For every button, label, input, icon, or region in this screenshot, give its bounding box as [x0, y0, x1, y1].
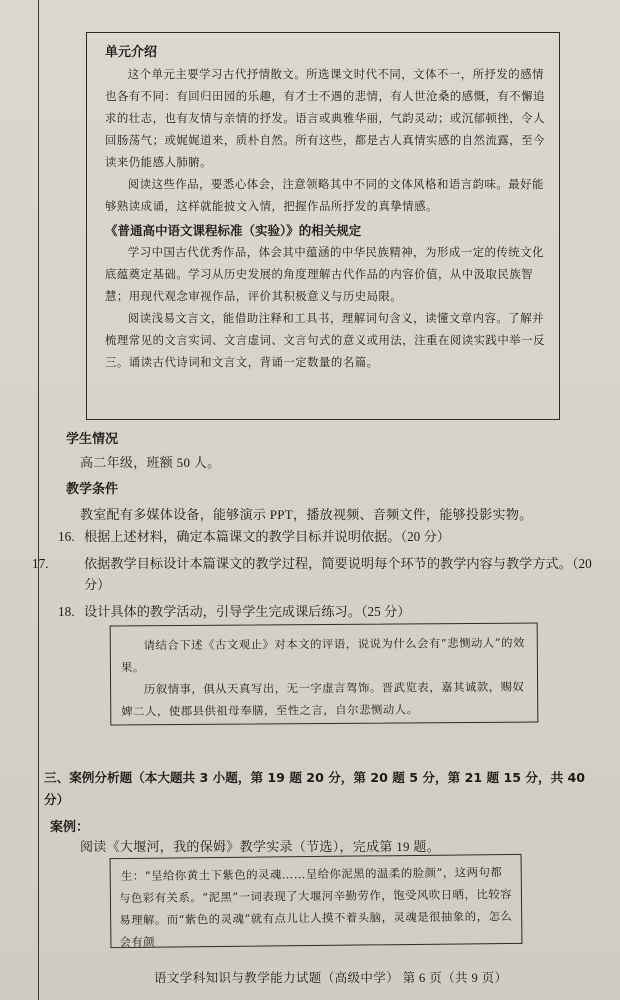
curriculum-standard-heading: 《普通高中语文课程标准（实验）》的相关规定: [105, 223, 362, 238]
unit-intro-paragraph-1: 这个单元主要学习古代抒情散文。所选课文时代不同，文体不一，所抒发的感情也各有不同：有回归田园的乐趣，有才士不遇的悲情，有人世沧桑的感慨，有不懈追求的壮志，也有友情与亲情的抒发。语言或典雅华丽，气韵灵动；或沉郁顿挫，令人回肠荡气；或娓娓道来，质朴自然。所有这些，都是古人真情实感的自然流露，至今读来仍能感人肺腑。: [105, 67, 545, 169]
exercise-prompt: 请结合下述《古文观止》对本文的评语，说说为什么会有“悲恻动人”的效果。: [120, 635, 525, 675]
unit-intro-paragraph-2: 阅读这些作品，要悉心体会，注意领略其中不同的文体风格和语言韵味。最好能够熟读成诵，这样就能披文入情，把握作品所抒发的真挚情感。: [105, 177, 544, 213]
unit-intro-heading: 单元介绍: [105, 45, 158, 60]
exercise-quote: 历叙情事，俱从天真写出，无一字虚言驾饰。晋武览表，嘉其诚款，赐奴婢二人，使郡县供祖母奉膳，至性之言，自尔悲恻动人。: [121, 679, 525, 719]
question-text: 依据教学目标设计本篇课文的教学过程，简要说明每个环节的教学内容与教学方式。（20 分）: [84, 556, 592, 592]
page-footer: 语文学科知识与教学能力试题（高级中学） 第 6 页（共 9 页）: [154, 971, 508, 985]
unit-intro-box: [86, 32, 560, 420]
case-excerpt-box: [110, 854, 523, 948]
question-18: [58, 601, 603, 622]
case-excerpt-text: 生：“呈给你黄土下紫色的灵魂……呈给你泥黑的温柔的脸颜”，这两句都与色彩有关系。“泥黑”一词表现了大堰河辛勤劳作，饱受风吹日晒，比较容易理解。而“紫色的灵魂”就有点儿让人摸不着头脑，灵魂是很抽象的，怎么会有颜: [118, 865, 513, 950]
curriculum-paragraph-1: 学习中国古代优秀作品，体会其中蕴涵的中华民族精神，为形成一定的传统文化底蕴奠定基础。学习从历史发展的角度理解古代作品的内容价值，从中汲取民族智慧；用现代观念审视作品，评价其积极意义与历史局限。: [105, 245, 544, 303]
question-number: 16.: [58, 529, 75, 544]
question-16: [58, 526, 603, 547]
binding-margin-line: [38, 0, 39, 1000]
students-heading: 学生情况: [66, 432, 119, 447]
exercise-box: [110, 623, 539, 726]
question-17: [32, 553, 603, 595]
case-label: 案例：: [50, 820, 90, 835]
curriculum-paragraph-2: 阅读浅易文言文，能借助注释和工具书，理解词句含义，读懂文章内容。了解并梳理常见的文言实词、文言虚词、文言句式的意义或用法，注重在阅读实践中举一反三。诵读古代诗词和文言文，背诵一定数量的名篇。: [105, 311, 545, 369]
question-number: 17.: [32, 556, 49, 571]
students-text: 高二年级，班额 50 人。: [80, 455, 221, 470]
case-intro: 阅读《大堰河，我的保姆》教学实录（节选），完成第 19 题。: [80, 839, 441, 854]
conditions-heading: 教学条件: [66, 482, 119, 497]
question-text: 设计具体的教学活动，引导学生完成课后练习。（25 分）: [84, 604, 411, 619]
question-text: 根据上述材料，确定本篇课文的教学目标并说明依据。（20 分）: [84, 529, 450, 544]
question-number: 18.: [58, 604, 75, 619]
section-3-title: 三、案例分析题（本大题共 3 小题，第 19 题 20 分，第 20 题 5 分，第 21 题 15 分，共 40 分）: [44, 770, 586, 807]
conditions-text: 教室配有多媒体设备，能够演示 PPT，播放视频、音频文件，能够投影实物。: [80, 507, 533, 522]
